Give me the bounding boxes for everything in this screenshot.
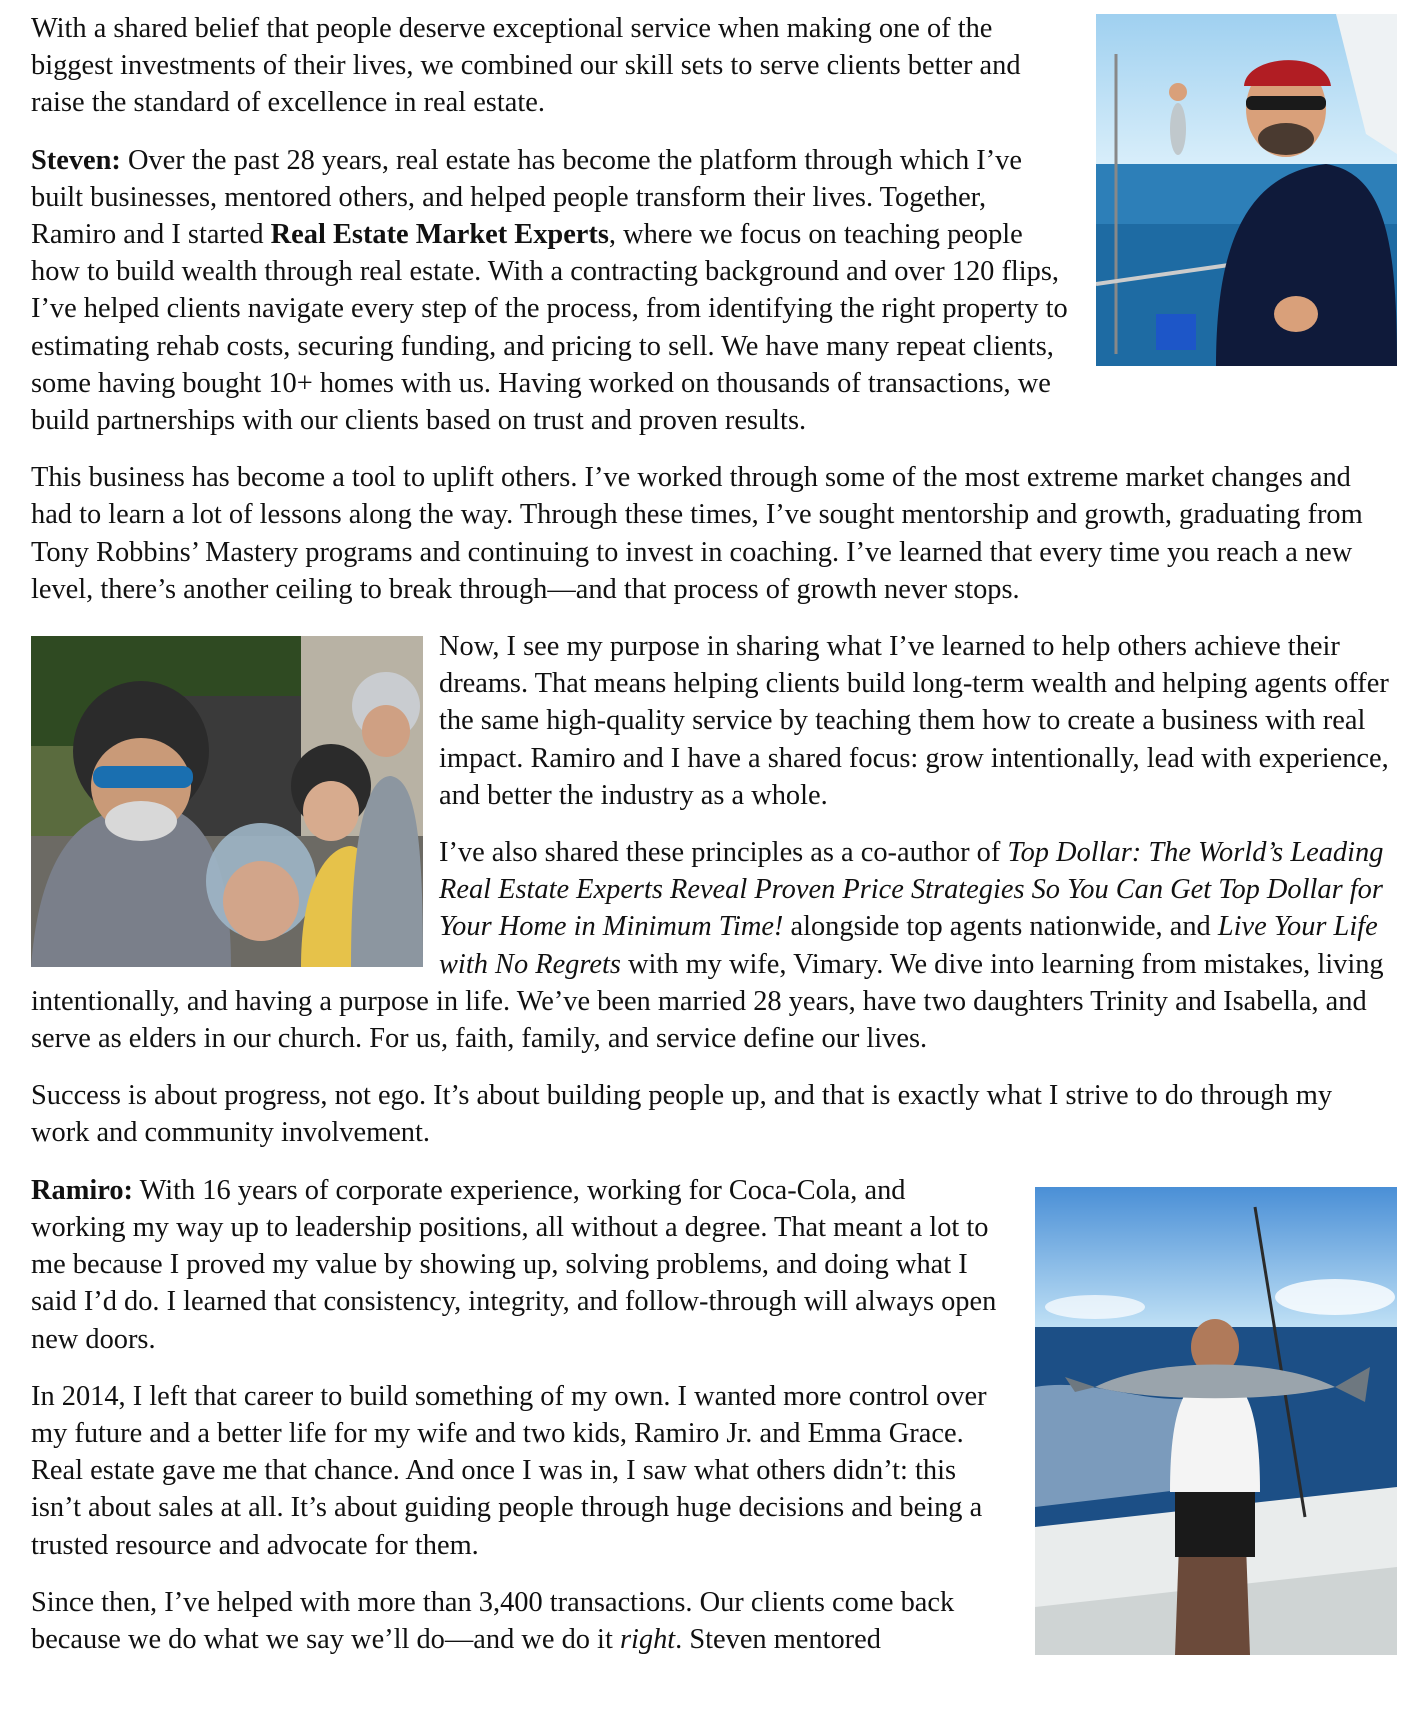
- family-helmets-photo: [31, 636, 423, 967]
- ramiro-paragraph-1: Ramiro: With 16 years of corporate experience, working for Coca-Cola, and working my way up to leadership positions, all without a degree. That meant a lot to me because I proved my value by showing up, solving problems, and doing what I said I’d do. I learned that consistency, integrity, and follow-through will always open new doors.: [31, 1174, 997, 1355]
- intro-paragraph: With a shared belief that people deserve exceptional service when making one of the biggest investments of their lives, we combined our skill sets to serve clients better and raise the standard of excellence in real estate.: [31, 10, 1397, 122]
- steven-paragraph-5: Success is about progress, not ego. It’s about building people up, and that is exactly what I strive to do through my work and community involvement.: [31, 1080, 1333, 1149]
- steven-paragraph-3: Now, I see my purpose in sharing what I’ve learned to help others achieve their dreams. That means helping clients build long-term wealth and helping agents offer the same high-quality service by teaching them how to create a business with real impact. Ramiro and I have a shared focus: grow intentionally, lead with experience, and better the industry as a whole.: [439, 631, 1389, 811]
- steven-paragraph-1: Steven: Over the past 28 years, real estate has become the platform through which I’ve built businesses, mentored others, and helped people transform their lives. Together, Ramiro and I started Real Estate Market Experts, where we focus on teaching people how to build wealth through real estate. With a contracting background and over 120 flips, I’ve helped clients navigate every step of the process, from identifying the right property to estimating rehab costs, securing funding, and pricing to sell. We have many repeat clients, some having bought 10+ homes with us. Having worked on thousands of transactions, we build partnerships with our clients based on trust and proven results.: [31, 144, 1068, 437]
- steven-fishing-photo: [1096, 14, 1397, 366]
- ramiro-paragraph-2: In 2014, I left that career to build something of my own. I wanted more control over my future and a better life for my wife and two kids, Ramiro Jr. and Emma Grace. Real estate gave me that chance. And once I was in, I saw what others didn’t: this isn’t about sales at all. It’s about guiding people through huge decisions and being a trusted resource and advocate for them.: [31, 1380, 987, 1561]
- emphasis-right: right: [619, 1623, 676, 1655]
- steven-paragraph-2: This business has become a tool to uplift others. I’ve worked through some of the most extreme market changes and had to learn a lot of lessons along the way. Through these times, I’ve sought mentorship and growth, graduating from Tony Robbins’ Mastery programs and continuing to invest in coaching. I’ve learned that every time you reach a new level, there’s another ceiling to break through—and that process of growth never stops.: [31, 462, 1363, 605]
- company-name: Real Estate Market Experts: [270, 219, 609, 251]
- ramiro-paragraph-3: Since then, I’ve helped with more than 3,400 transactions. Our clients come back because we do what we say we’ll do—and we do it right. Steven mentored: [31, 1586, 955, 1655]
- book-title-top-dollar: Top Dollar: The World’s Leading Real Estate Experts Reveal Proven Price Strategies So You Can Get Top Dollar for Your Home in Minimum Time!: [439, 837, 1384, 943]
- book-title-live-your-life: Live Your Life with No Regrets: [439, 911, 1378, 980]
- ramiro-fishing-photo: [1035, 1187, 1397, 1655]
- article-page: [31, 10, 1397, 1678]
- steven-name-label: Steven:: [31, 144, 121, 176]
- ramiro-name-label: Ramiro:: [31, 1174, 133, 1206]
- steven-paragraph-4: I’ve also shared these principles as a co-author of Top Dollar: The World’s Leading Real Estate Experts Reveal Proven Price Strategies So You Can Get Top Dollar for Your Home in Minimum Time! alongside top agents nationwide, and Live Your Life with No Regrets with my wife, Vimary. We dive into learning from mistakes, living intentionally, and having a purpose in life. We’ve been married 28 years, have two daughters Trinity and Isabella, and serve as elders in our church. For us, faith, family, and service define our lives.: [31, 837, 1384, 1055]
